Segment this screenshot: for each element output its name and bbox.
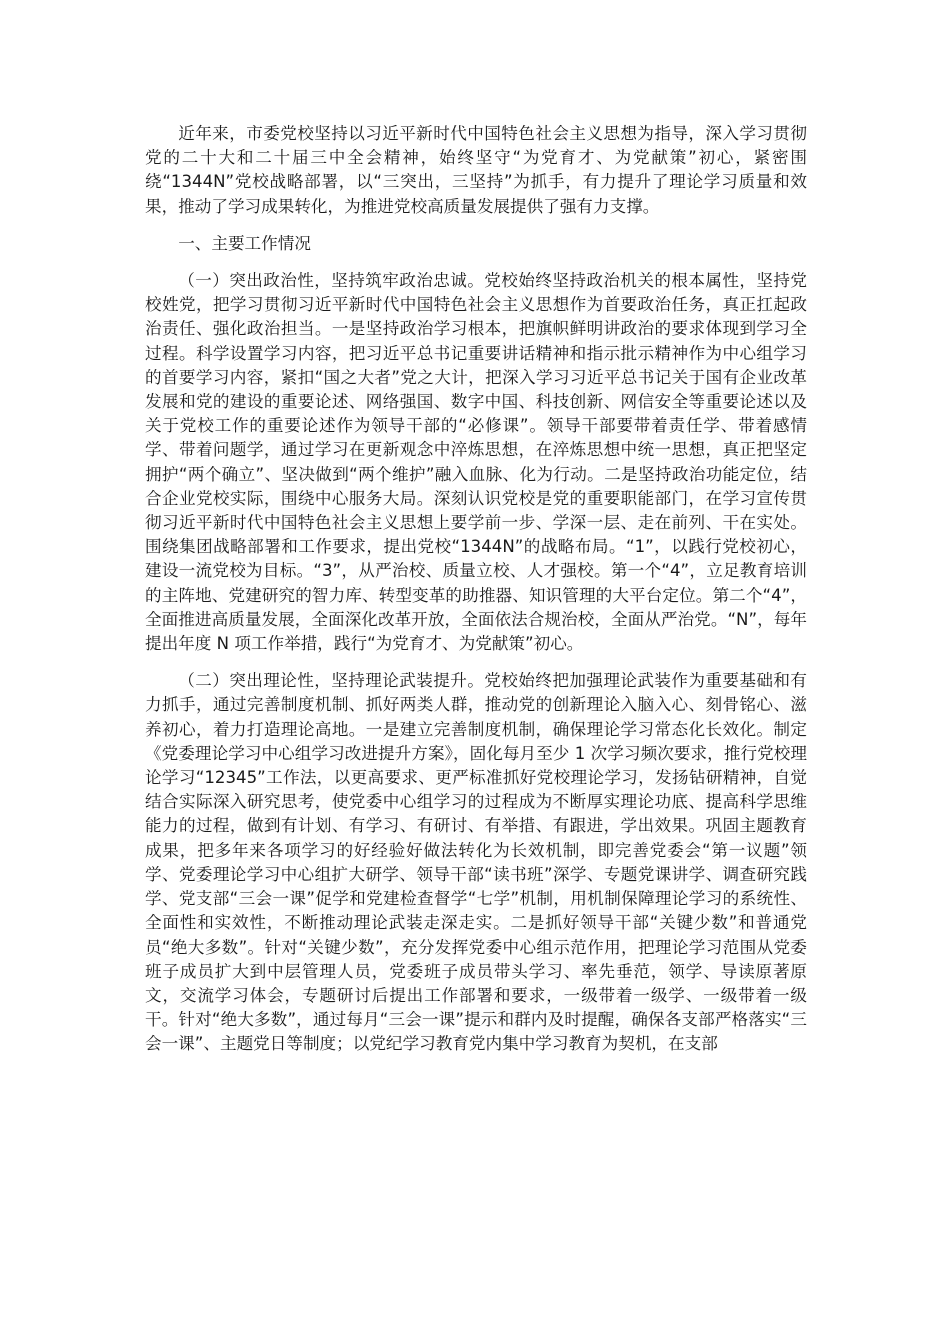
body-paragraph-theoretical: （二）突出理论性，坚持理论武装提升。党校始终把加强理论武装作为重要基础和有力抓手，通过完善制度机制、抓好两类人群，推动党的创新理论入脑入心、刻骨铭心、滋养初心，着力打造理论高地。一是建立完善制度机制，确保理论学习常态化长效化。制定《党委理论学习中心组学习改进提升方案》，固化每月至少 1 次学习频次要求，推行党校理论学习“12345”工作法，以更高要求、更严标准抓好党校理论学习，发扬钻研精神，自觉结合实际深入研究思考，使党委中心组学习的过程成为不断厚实理论功底、提高科学思维能力的过程，做到有计划、有学习、有研讨、有举措、有跟进，学出效果。巩固主题教育成果，把多年来各项学习的好经验好做法转化为长效机制，即完善党委会“第一议题”领学、党委理论学习中心组扩大研学、领导干部“读书班”深学、专题党课讲学、调查研究践学、党支部“三会一课”促学和党建检查督学“七学”机制，用机制保障理论学习的系统性、全面性和实效性，不断推动理论武装走深走实。二是抓好领导干部“关键少数”和普通党员“绝大多数”。针对“关键少数”，充分发挥党委中心组示范作用，把理论学习范围从党委班子成员扩大到中层管理人员，党委班子成员带头学习、率先垂范，领学、导读原著原文，交流学习体会，专题研讨后提出工作部署和要求，一级带着一级学、一级带着一级干。针对“绝大多数”，通过每月“三会一课”提示和群内及时提醒，确保各支部严格落实“三会一课”、主题党日等制度；以党纪学习教育党内集中学习教育为契机，在支部 [145, 671, 807, 1054]
section-heading: 一、主要工作情况 [178, 233, 311, 253]
document-body [145, 122, 807, 1057]
intro-paragraph: 近年来，市委党校坚持以习近平新时代中国特色社会主义思想为指导，深入学习贯彻党的二十大和二十届三中全会精神，始终坚守“为党育才、为党献策”初心，紧密围绕“1344N”党校战略部署，以“三突出，三坚持”为抓手，有力提升了理论学习质量和效果，推动了学习成果转化，为推进党校高质量发展提供了强有力支撑。 [145, 124, 807, 216]
body-paragraph-political: （一）突出政治性，坚持筑牢政治忠诚。党校始终坚持政治机关的根本属性，坚持党校姓党，把学习贯彻习近平新时代中国特色社会主义思想作为首要政治任务，真正扛起政治责任、强化政治担当。一是坚持政治学习根本，把旗帜鲜明讲政治的要求体现到学习全过程。科学设置学习内容，把习近平总书记重要讲话精神和指示批示精神作为中心组学习的首要学习内容，紧扣“国之大者”党之大计，把深入学习习近平总书记关于国有企业改革发展和党的建设的重要论述、网络强国、数字中国、科技创新、网信安全等重要论述以及关于党校工作的重要论述作为领导干部的“必修课”。领导干部要带着责任学、带着感情学、带着问题学，通过学习在更新观念中淬炼思想，在淬炼思想中统一思想，真正把坚定拥护“两个确立”、坚决做到“两个维护”融入血脉、化为行动。二是坚持政治功能定位，结合企业党校实际，围绕中心服务大局。深刻认识党校是党的重要职能部门，在学习宣传贯彻习近平新时代中国特色社会主义思想上要学前一步、学深一层、走在前列、干在实处。围绕集团战略部署和工作要求，提出党校“1344N”的战略布局。“1”，以践行党校初心，建设一流党校为目标。“3”，从严治校、质量立校、人才强校。第一个“4”，立足教育培训的主阵地、党建研究的智力库、转型变革的助推器、知识管理的大平台定位。第二个“4”，全面推进高质量发展，全面深化改革开放，全面依法合规治校，全面从严治党。“N”，每年提出年度 N 项工作举措，践行“为党育才、为党献策”初心。 [145, 271, 807, 654]
